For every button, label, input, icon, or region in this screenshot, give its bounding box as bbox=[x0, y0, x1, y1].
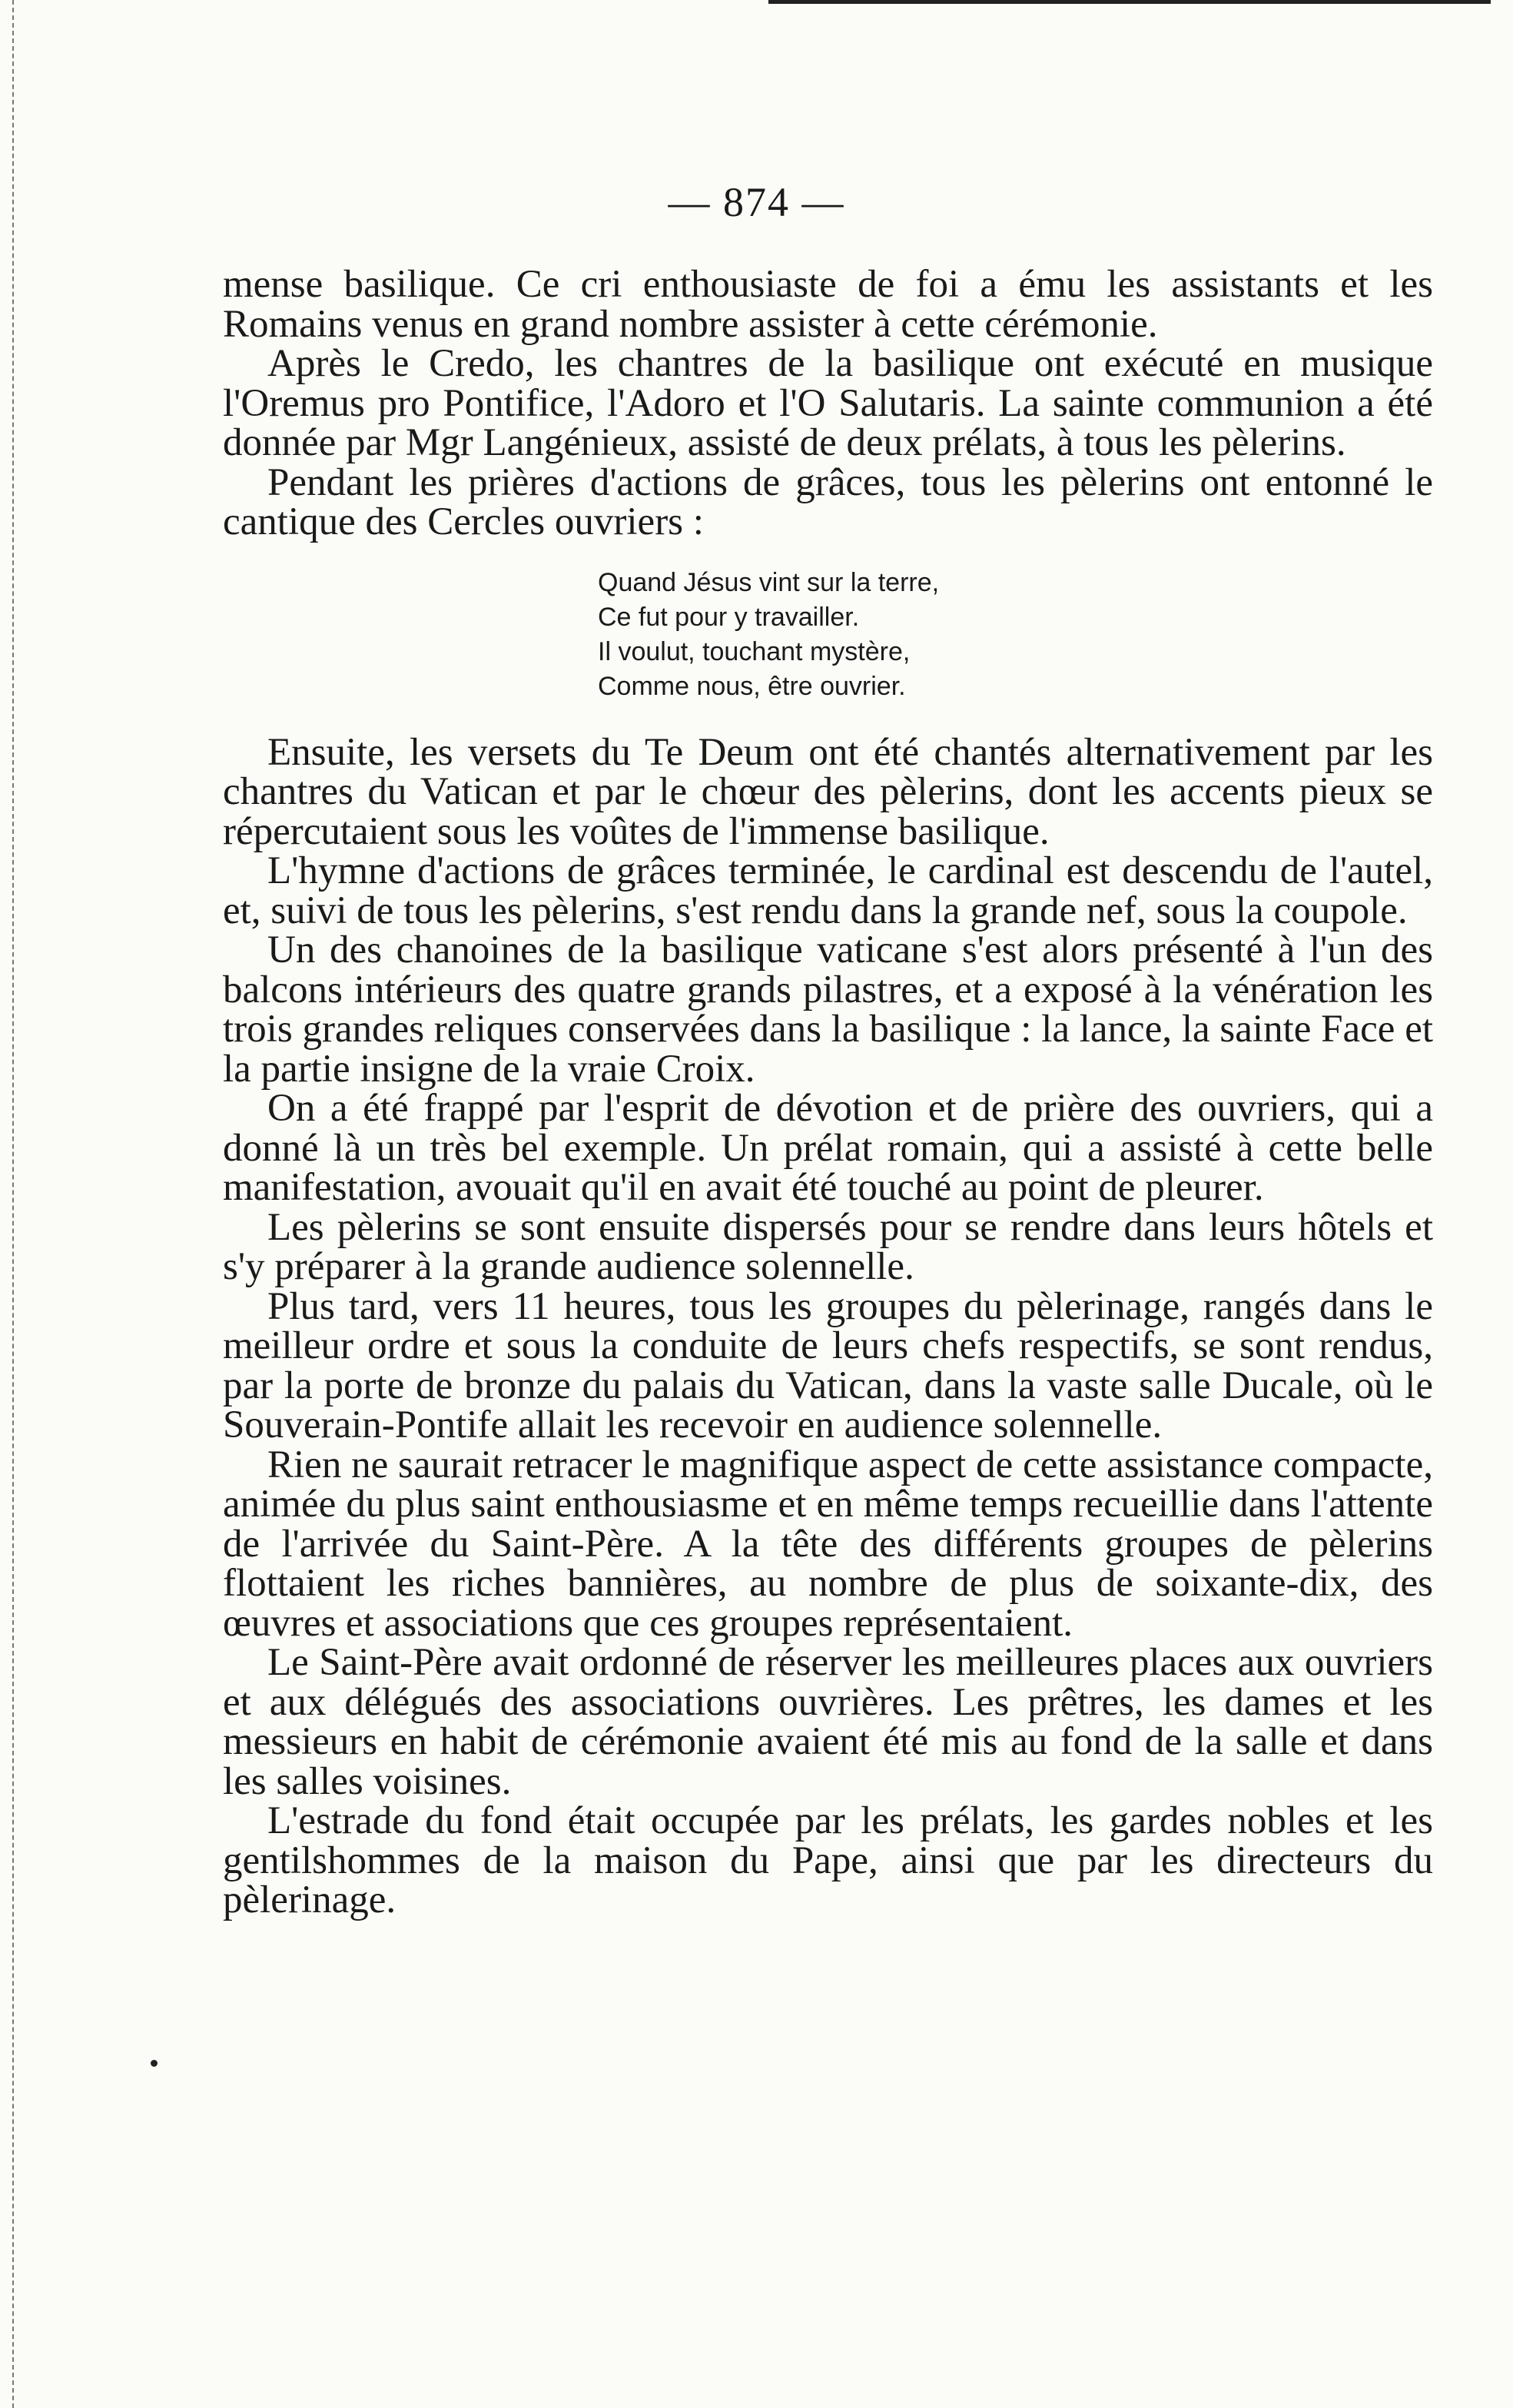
top-rule bbox=[768, 0, 1491, 4]
paragraph: L'hymne d'actions de grâces terminée, le cardinal est descendu de l'autel, et, suivi de tous les pèlerins, s'est rendu dans la grande nef, sous la coupole. bbox=[223, 849, 1433, 932]
hymn-verse bbox=[598, 566, 1433, 704]
page-edge bbox=[0, 0, 14, 2408]
page-number: — 874 — bbox=[668, 179, 845, 225]
paragraph: mense basilique. Ce cri enthousiaste de foi a ému les assistants et les Romains venus en grand nombre assister à cette cérémonie. bbox=[223, 263, 1433, 346]
paragraph: Ensuite, les versets du Te Deum ont été chantés alternativement par les chantres du Vatican et par le chœur des pèlerins, dont les accents pieux se répercutaient sous les voûtes de l'immense basilique. bbox=[223, 730, 1433, 853]
body-text bbox=[223, 265, 1433, 1921]
paragraph: Un des chanoines de la basilique vaticane s'est alors présenté à l'un des balcons intérieurs des quatre grands pilastres, et a exposé à la vénération les trois grandes reliques conservées dans la basilique : la lance, la sainte Face et la partie insigne de la vraie Croix. bbox=[223, 928, 1433, 1091]
verse-line: Comme nous, être ouvrier. bbox=[598, 671, 906, 701]
paragraph: L'estrade du fond était occupée par les prélats, les gardes nobles et les gentilshommes de la maison du Pape, ainsi que par les directeurs du pèlerinage. bbox=[223, 1799, 1433, 1921]
margin-dot bbox=[151, 2060, 158, 2067]
verse-line: Il voulut, touchant mystère, bbox=[598, 636, 911, 666]
paragraph: Le Saint-Père avait ordonné de réserver les meilleures places aux ouvriers et aux délégués des associations ouvrières. Les prêtres, les dames et les messieurs en habit de cérémonie avaient été mis au fond de la salle et dans les salles voisines. bbox=[223, 1641, 1433, 1803]
verse-line: Quand Jésus vint sur la terre, bbox=[598, 567, 940, 597]
paragraph: On a été frappé par l'esprit de dévotion et de prière des ouvriers, qui a donné là un très bel exemple. Un prélat romain, qui a assisté à cette belle manifestation, avouait qu'il en avait été touché au point de pleurer. bbox=[223, 1087, 1433, 1209]
paragraph: Les pèlerins se sont ensuite dispersés pour se rendre dans leurs hôtels et s'y préparer à la grande audience solennelle. bbox=[223, 1205, 1433, 1288]
paragraph: Pendant les prières d'actions de grâces, tous les pèlerins ont entonné le cantique des Cercles ouvriers : bbox=[223, 460, 1433, 543]
paragraph: Après le Credo, les chantres de la basilique ont exécuté en musique l'Oremus pro Pontifice, l'Adoro et l'O Salutaris. La sainte communion a été donnée par Mgr Langénieux, assisté de deux prélats, à tous les pèlerins. bbox=[223, 342, 1433, 464]
paragraph: Plus tard, vers 11 heures, tous les groupes du pèlerinage, rangés dans le meilleur ordre et sous la conduite de leurs chefs respectifs, se sont rendus, par la porte de bronze du palais du Vatican, dans la vaste salle Ducale, où le Souverain-Pontife allait les recevoir en audience solennelle. bbox=[223, 1284, 1433, 1446]
verse-line: Ce fut pour y travailler. bbox=[598, 602, 860, 632]
paragraph: Rien ne saurait retracer le magnifique aspect de cette assistance compacte, animée du plus saint enthousiasme et en même temps recueillie dans l'attente de l'arrivée du Saint-Père. A la tête des différents groupes de pèlerins flottaient les riches bannières, au nombre de plus de soixante-dix, des œuvres et associations que ces groupes représentaient. bbox=[223, 1443, 1433, 1645]
